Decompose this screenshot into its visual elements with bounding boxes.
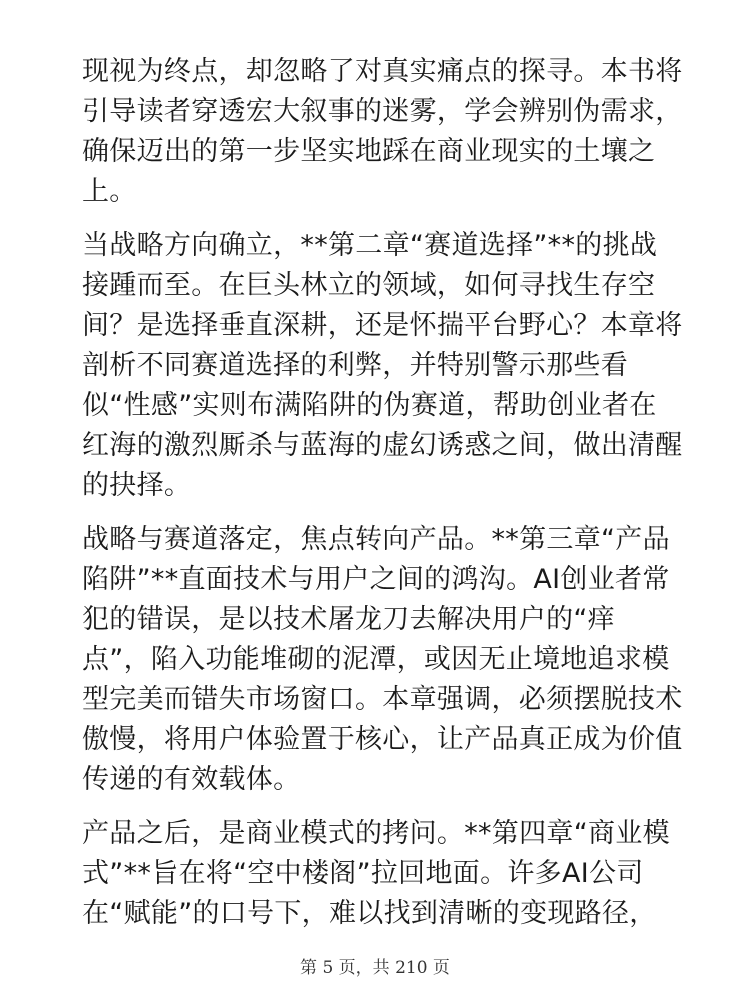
text-line: 上。 (82, 176, 137, 207)
text-line: 间？是选择垂直深耕，还是怀揣平台野心？本章将 (82, 310, 683, 341)
text-line: 剖析不同赛道选择的利弊，并特别警示那些看 (82, 350, 628, 381)
text-line: 点”，陷入功能堆砌的泥潭，或因无止境地追求模 (82, 644, 670, 675)
text-line: 的抉择。 (82, 470, 192, 501)
text-line: 现视为终点，却忽略了对真实痛点的探寻。本书将 (82, 56, 683, 87)
text-line: 战略与赛道落定，焦点转向产品。**第三章“产品 (82, 524, 670, 555)
text-line: 当战略方向确立，**第二章“赛道选择”**的挑战 (82, 230, 658, 261)
text-line: 红海的激烈厮杀与蓝海的虚幻诱惑之间，做出清醒 (82, 430, 683, 461)
text-line: 确保迈出的第一步坚实地踩在商业现实的土壤之 (82, 136, 656, 167)
text-line: 式”**旨在将“空中楼阁”拉回地面。许多AI公司 (82, 858, 644, 889)
text-line: 在“赋能”的口号下，难以找到清晰的变现路径， (82, 898, 657, 929)
text-line: 接踵而至。在巨头林立的领域，如何寻找生存空 (82, 270, 656, 301)
text-line: 犯的错误，是以技术屠龙刀去解决用户的“痒 (82, 604, 615, 635)
text-line: 似“性感”实则布满陷阱的伪赛道，帮助创业者在 (82, 390, 657, 421)
paragraph (82, 52, 683, 212)
body-text (82, 52, 683, 948)
text-line: 型完美而错失市场窗口。本章强调，必须摆脱技术 (82, 684, 683, 715)
page-number-footer: 第 5 页，共 210 页 (300, 958, 450, 978)
paragraph (82, 226, 683, 506)
text-line: 传递的有效载体。 (82, 764, 301, 795)
text-line: 产品之后，是商业模式的拷问。**第四章“商业模 (82, 818, 670, 849)
text-line: 陷阱”**直面技术与用户之间的鸿沟。AI创业者常 (82, 564, 670, 595)
paragraph (82, 520, 683, 800)
paragraph (82, 814, 672, 934)
text-line: 傲慢，将用户体验置于核心，让产品真正成为价值 (82, 724, 683, 755)
text-line: 引导读者穿透宏大叙事的迷雾，学会辨别伪需求， (82, 96, 683, 127)
